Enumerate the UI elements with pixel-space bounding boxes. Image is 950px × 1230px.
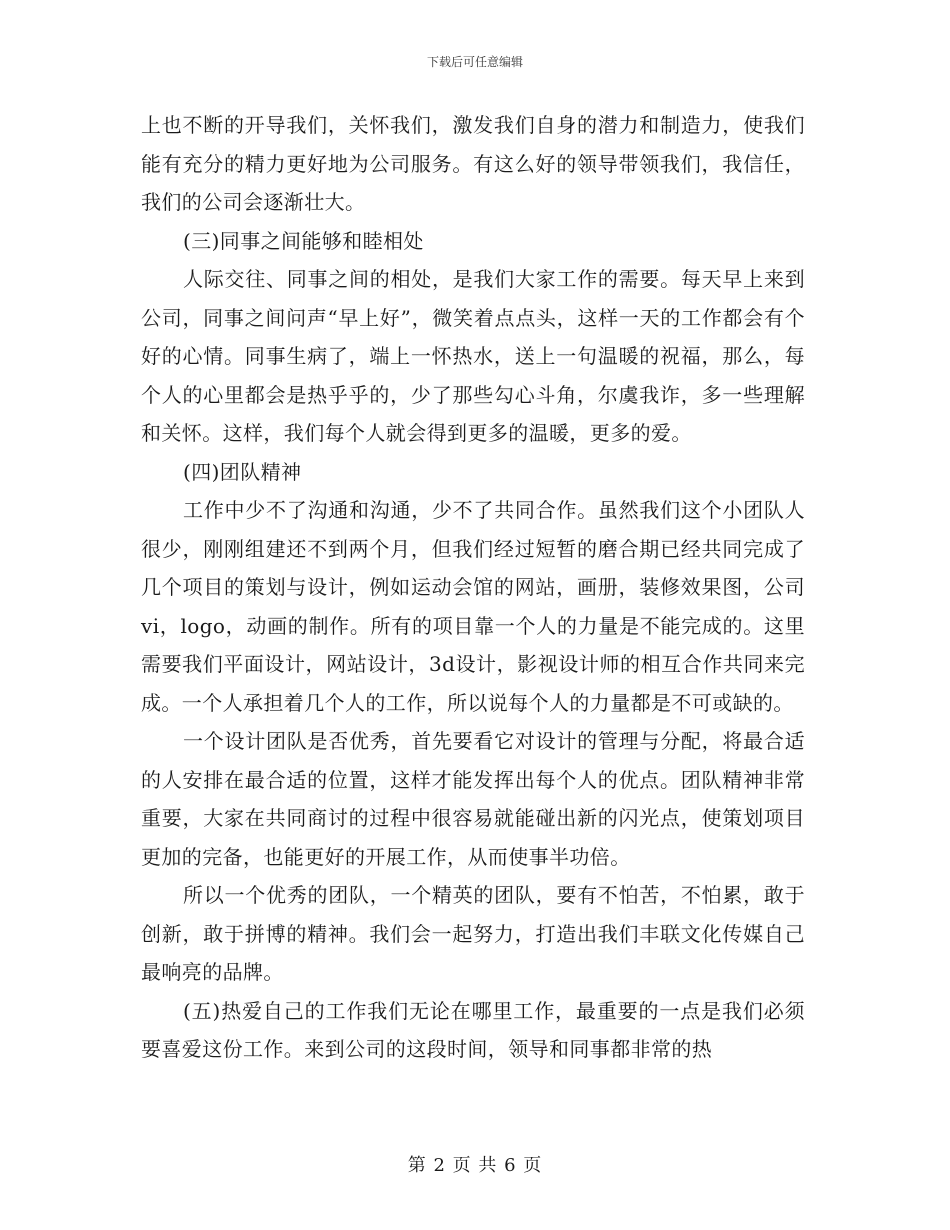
paragraph-2: 人际交往、同事之间的相处，是我们大家工作的需要。每天早上来到公司，同事之间问声“早上好”，微笑着点点头，这样一天的工作都会有个好的心情。同事生病了，端上一怀热水，送上一句温暖的祝福，那么，每个人的心里都会是热乎乎的，少了那些勾心斗角，尔虞我诈，多一些理解和关怀。这样，我们每个人就会得到更多的温暖，更多的爱。	[141, 267, 805, 445]
paragraph-6: (五)热爱自己的工作我们无论在哪里工作，最重要的一点是我们必须要喜爱这份工作。来到公司的这段时间，领导和同事都非常的热	[141, 998, 805, 1061]
paragraph-1: 上也不断的开导我们，关怀我们，激发我们自身的潜力和制造力，使我们能有充分的精力更好地为公司服务。有这么好的领导带领我们，我信任，我们的公司会逐渐壮大。	[141, 113, 805, 214]
paragraph-4: 一个设计团队是否优秀，首先要看它对设计的管理与分配，将最合适的人安排在最合适的位置，这样才能发挥出每个人的优点。团队精神非常重要，大家在共同商讨的过程中很容易就能碰出新的闪光点，使策划项目更加的完备，也能更好的开展工作，从而使事半功倍。	[141, 729, 805, 869]
section-heading-3: (三)同事之间能够和睦相处	[183, 228, 424, 253]
paragraph-3: 工作中少不了沟通和沟通，少不了共同合作。虽然我们这个小团队人很少，刚刚组建还不到两个月，但我们经过短暂的磨合期已经共同完成了几个项目的策划与设计，例如运动会馆的网站，画册，装修效果图，公司vi，logo，动画的制作。所有的项目靠一个人的力量是不能完成的。这里需要我们平面设计，网站设计，3d设计，影视设计师的相互合作共同来完成。一个人承担着几个人的工作，所以说每个人的力量都是不可或缺的。	[141, 498, 805, 715]
document-body	[141, 106, 805, 1069]
page-header-note: 下载后可任意编辑	[426, 55, 523, 69]
section-heading-4: (四)团队精神	[183, 459, 302, 484]
paragraph-5: 所以一个优秀的团队，一个精英的团队，要有不怕苦，不怕累，敢于创新，敢于拼博的精神。我们会一起努力，打造出我们丰联文化传媒自己最响亮的品牌。	[141, 883, 805, 984]
page-number-footer: 第 2 页 共 6 页	[407, 1155, 543, 1176]
